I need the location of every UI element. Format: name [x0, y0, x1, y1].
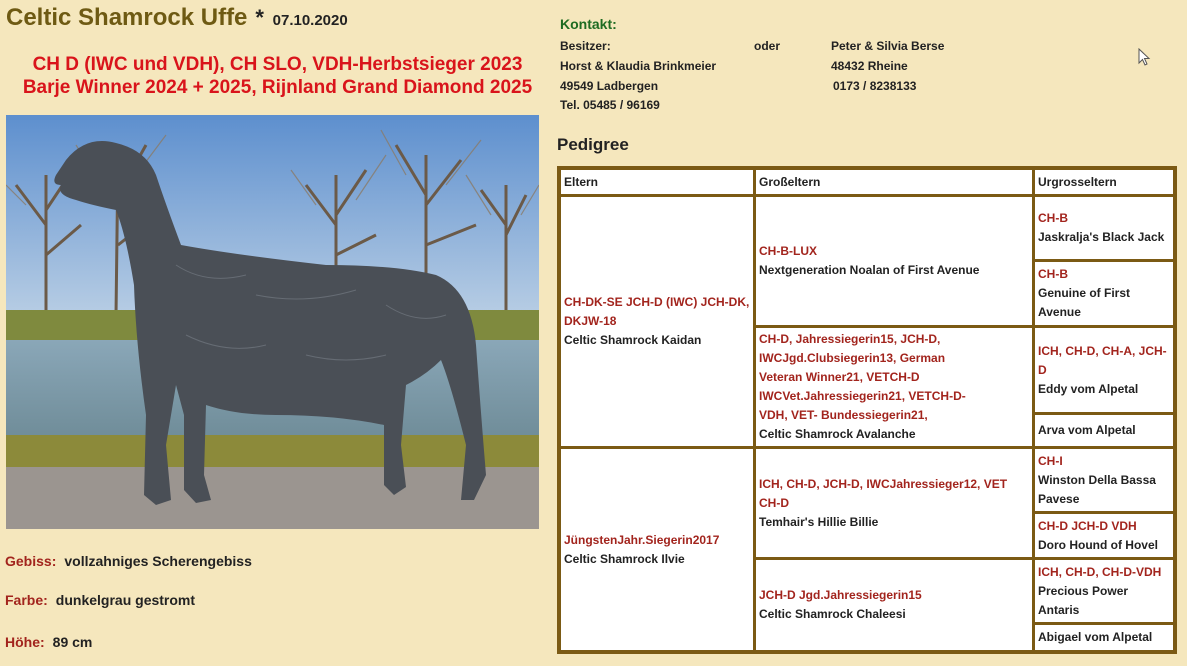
owner-name: Horst & Klaudia Brinkmeier — [560, 59, 717, 73]
grandparent-name: Nextgeneration Noalan of First Avenue — [759, 263, 980, 277]
pedigree-title: Pedigree — [557, 135, 629, 154]
grandparent — [756, 197, 1032, 325]
ggp-titles: CH-B — [1038, 211, 1068, 225]
grandparent-name: Temhair's Hillie Billie — [759, 514, 879, 529]
parent-titles: CH-DK-SE JCH-D (IWC) JCH-DK, DKJW-18 — [564, 295, 750, 328]
ggp-name: Jaskralja's Black Jack — [1038, 230, 1165, 244]
page-title — [6, 4, 348, 32]
header-grosseltern — [756, 170, 1032, 194]
attr-row-color — [5, 592, 195, 608]
mouse-cursor-icon — [1138, 48, 1152, 68]
alt-owner-phone: 0173 / 8238133 — [833, 79, 917, 93]
grandparent-titles: CH-B-LUX — [759, 244, 817, 258]
grandparent — [756, 449, 1032, 557]
grandparent — [756, 560, 1032, 650]
ggp-titles: CH-D JCH-D VDH — [1038, 518, 1137, 533]
ggp-titles: CH-B — [1038, 267, 1068, 281]
great-grandparent — [1035, 625, 1173, 650]
attr-row-teeth — [5, 553, 252, 569]
great-grandparent — [1035, 262, 1173, 325]
honors-block — [0, 53, 555, 99]
contact-title: Kontakt: — [560, 16, 617, 32]
ggp-titles: ICH, CH-D, CH-A, JCH-D — [1038, 343, 1167, 377]
dog-name: Celtic Shamrock Uffe — [6, 4, 248, 31]
attr-label: Farbe: — [5, 592, 48, 608]
great-grandparent — [1035, 514, 1173, 557]
parent-name: Celtic Shamrock Ilvie — [564, 551, 685, 566]
ggp-titles: ICH, CH-D, CH-D-VDH — [1038, 564, 1162, 579]
owner-city: 49549 Ladbergen — [560, 79, 659, 93]
ggp-name: Doro Hound of Hovel — [1038, 537, 1158, 552]
honors-line: Barje Winner 2024 + 2025, Rijnland Grand Diamond 2025 — [22, 77, 533, 98]
ggp-name: Winston Della Bassa Pavese — [1038, 472, 1156, 506]
great-grandparent — [1035, 197, 1173, 259]
great-grandparent — [1035, 328, 1173, 412]
ggp-titles: CH-I — [1038, 453, 1063, 468]
attr-label: Höhe: — [5, 634, 45, 650]
great-grandparent — [1035, 449, 1173, 511]
owner-phone: Tel. 05485 / 96169 — [560, 98, 660, 112]
parent-dam — [561, 449, 753, 650]
owner-label: Besitzer: — [560, 39, 611, 53]
grandparent-titles: JCH-D Jgd.Jahressiegerin15 — [759, 588, 922, 602]
grandparent-titles: CH-D, Jahressiegerin15, JCH-D, IWCJgd.Clubsiegerin13, German Veteran Winner21, VETCH-D IWCVet.Jahressiegerin21, VETCH-D-VDH, VET- Bundessiegerin21, — [759, 332, 966, 422]
header-label: Großeltern — [759, 174, 821, 189]
ggp-name: Genuine of First Avenue — [1038, 286, 1131, 319]
ggp-name: Arva vom Alpetal — [1038, 423, 1136, 437]
header-eltern — [561, 170, 753, 194]
attr-label: Gebiss: — [5, 553, 57, 569]
parent-titles: JüngstenJahr.Siegerin2017 — [564, 532, 720, 547]
alt-owner-name: Peter & Silvia Berse — [831, 39, 945, 53]
attr-row-height — [5, 634, 92, 650]
header-label: Eltern — [564, 174, 599, 189]
ggp-name: Precious Power Antaris — [1038, 583, 1129, 617]
alt-owner-city: 48432 Rheine — [831, 59, 908, 73]
grandparent-name: Celtic Shamrock Chaleesi — [759, 607, 906, 621]
header-label: Urgrosseltern — [1038, 174, 1117, 189]
attr-value: 89 cm — [52, 634, 93, 650]
ggp-name: Abigael vom Alpetal — [1038, 630, 1153, 644]
dog-photo — [6, 115, 539, 529]
great-grandparent — [1035, 415, 1173, 446]
parent-name: Celtic Shamrock Kaidan — [564, 333, 702, 347]
great-grandparent — [1035, 560, 1173, 622]
birth-date: 07.10.2020 — [272, 12, 348, 29]
parent-sire — [561, 197, 753, 446]
grandparent-name: Celtic Shamrock Avalanche — [759, 427, 916, 441]
or-label: oder — [754, 39, 781, 53]
attr-value: vollzahniges Scherengebiss — [64, 553, 252, 569]
birth-star: * — [255, 5, 264, 30]
dog-photo-illustration — [6, 115, 539, 529]
attr-value: dunkelgrau gestromt — [55, 592, 196, 608]
header-urgrosseltern — [1035, 170, 1173, 194]
grandparent-titles: ICH, CH-D, JCH-D, IWCJahressieger12, VET CH-D — [759, 476, 1008, 510]
pedigree-table — [557, 166, 1177, 654]
ggp-name: Eddy vom Alpetal — [1038, 381, 1139, 396]
grandparent — [756, 328, 1032, 446]
honors-line: CH D (IWC und VDH), CH SLO, VDH-Herbstsieger 2023 — [32, 54, 523, 75]
